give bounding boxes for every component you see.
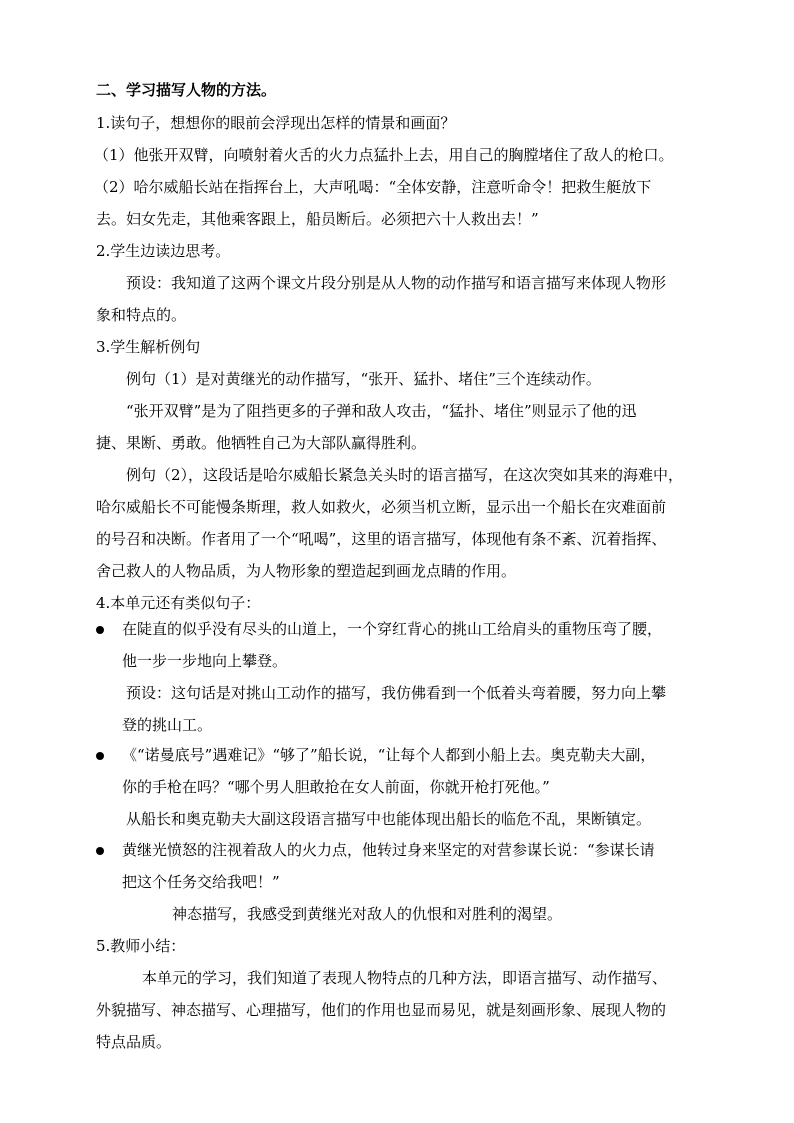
item4-bullet1-preset-line1: 预设：这句话是对挑山工动作的描写，我仿佛看到一个低着头弯着腰，努力向上攀 bbox=[126, 684, 667, 702]
item4-bullet3-line1: 黄继光愤怒的注视着敌人的火力点，他转过身来坚定的对营参谋长说：“参谋长请 bbox=[122, 841, 655, 859]
item3-example1-line1: 例句（1）是对黄继光的动作描写，“张开、猛扑、堵住”三个连续动作。 bbox=[126, 370, 601, 388]
item3-example1-line3: 捷、果断、勇敢。他牺牲自己为大部队赢得胜利。 bbox=[96, 434, 427, 452]
item3-example2-line3: 的号召和决断。作者用了一个“吼喝”，这里的语言描写，体现他有条不紊、沉着指挥、 bbox=[96, 530, 667, 548]
bullet-dot bbox=[96, 847, 104, 855]
item2-preset-line1: 预设：我知道了这两个课文片段分别是从人物的动作描写和语言描写来体现人物形 bbox=[126, 274, 667, 292]
bullet-dot bbox=[96, 626, 104, 634]
bullet-dot bbox=[96, 752, 104, 760]
item5-title: 5.教师小结： bbox=[96, 937, 186, 955]
item4-bullet1-line1: 在陡直的似乎没有尽头的山道上，一个穿红背心的挑山工给肩头的重物压弯了腰， bbox=[122, 620, 663, 638]
item4-bullet3-comment: 神态描写，我感受到黄继光对敌人的仇恨和对胜利的渴望。 bbox=[172, 905, 563, 923]
item3-example1-line2: “张开双臂”是为了阻挡更多的子弹和敌人攻击，“猛扑、堵住”则显示了他的迅 bbox=[126, 402, 637, 420]
item2-preset-line2: 象和特点的。 bbox=[96, 306, 187, 324]
item3-example2-line1: 例句（2），这段话是哈尔威船长紧急关头时的语言描写，在这次突如其来的海难中， bbox=[126, 466, 684, 484]
item5-line3: 特点品质。 bbox=[96, 1033, 172, 1051]
item4-bullet2-comment: 从船长和奥克勒夫大副这段语言描写中也能体现出船长的临危不乱，果断镇定。 bbox=[126, 810, 652, 828]
item1-sentence2-line1: （2）哈尔威船长站在指挥台上，大声吼喝：“全体安静，注意听命令！把救生艇放下 bbox=[94, 178, 652, 196]
item1-title: 1.读句子，想想你的眼前会浮现出怎样的情景和画面？ bbox=[96, 114, 456, 132]
item4-bullet3-line2: 把这个任务交给我吧！” bbox=[122, 873, 280, 891]
item4-bullet1-preset-line2: 登的挑山工。 bbox=[122, 716, 213, 734]
item3-example2-line4: 舍己救人的人物品质，为人物形象的塑造起到画龙点睛的作用。 bbox=[96, 562, 517, 580]
item4-bullet1-line2: 他一步一步地向上攀登。 bbox=[122, 652, 288, 670]
item2-title: 2.学生边读边思考。 bbox=[96, 242, 231, 260]
item1-sentence2-line2: 去。妇女先走，其他乘客跟上，船员断后。必须把六十人救出去！” bbox=[96, 210, 539, 228]
item3-title: 3.学生解析例句 bbox=[96, 338, 201, 356]
item5-line2: 外貌描写、神态描写、心理描写，他们的作用也显而易见，就是刻画形象、展现人物的 bbox=[96, 1001, 667, 1019]
item5-line1: 本单元的学习，我们知道了表现人物特点的几种方法，即语言描写、动作描写、 bbox=[142, 969, 668, 987]
item1-sentence1: （1）他张开双臂，向喷射着火舌的火力点猛扑上去，用自己的胸膛堵住了敌人的枪口。 bbox=[94, 146, 674, 164]
item3-example2-line2: 哈尔威船长不可能慢条斯理，救人如救火，必须当机立断，显示出一个船长在灾难面前 bbox=[96, 498, 667, 516]
item4-bullet2-line1: 《“诺曼底号”遇难记》“够了”船长说，“让每个人都到小船上去。奥克勒夫大副， bbox=[122, 746, 656, 764]
item4-bullet2-line2: 你的手枪在吗？“哪个男人胆敢抢在女人前面，你就开枪打死他。” bbox=[122, 778, 550, 796]
section-title: 二、学习描写人物的方法。 bbox=[96, 81, 277, 99]
item4-title: 4.本单元还有类似句子： bbox=[96, 594, 261, 612]
